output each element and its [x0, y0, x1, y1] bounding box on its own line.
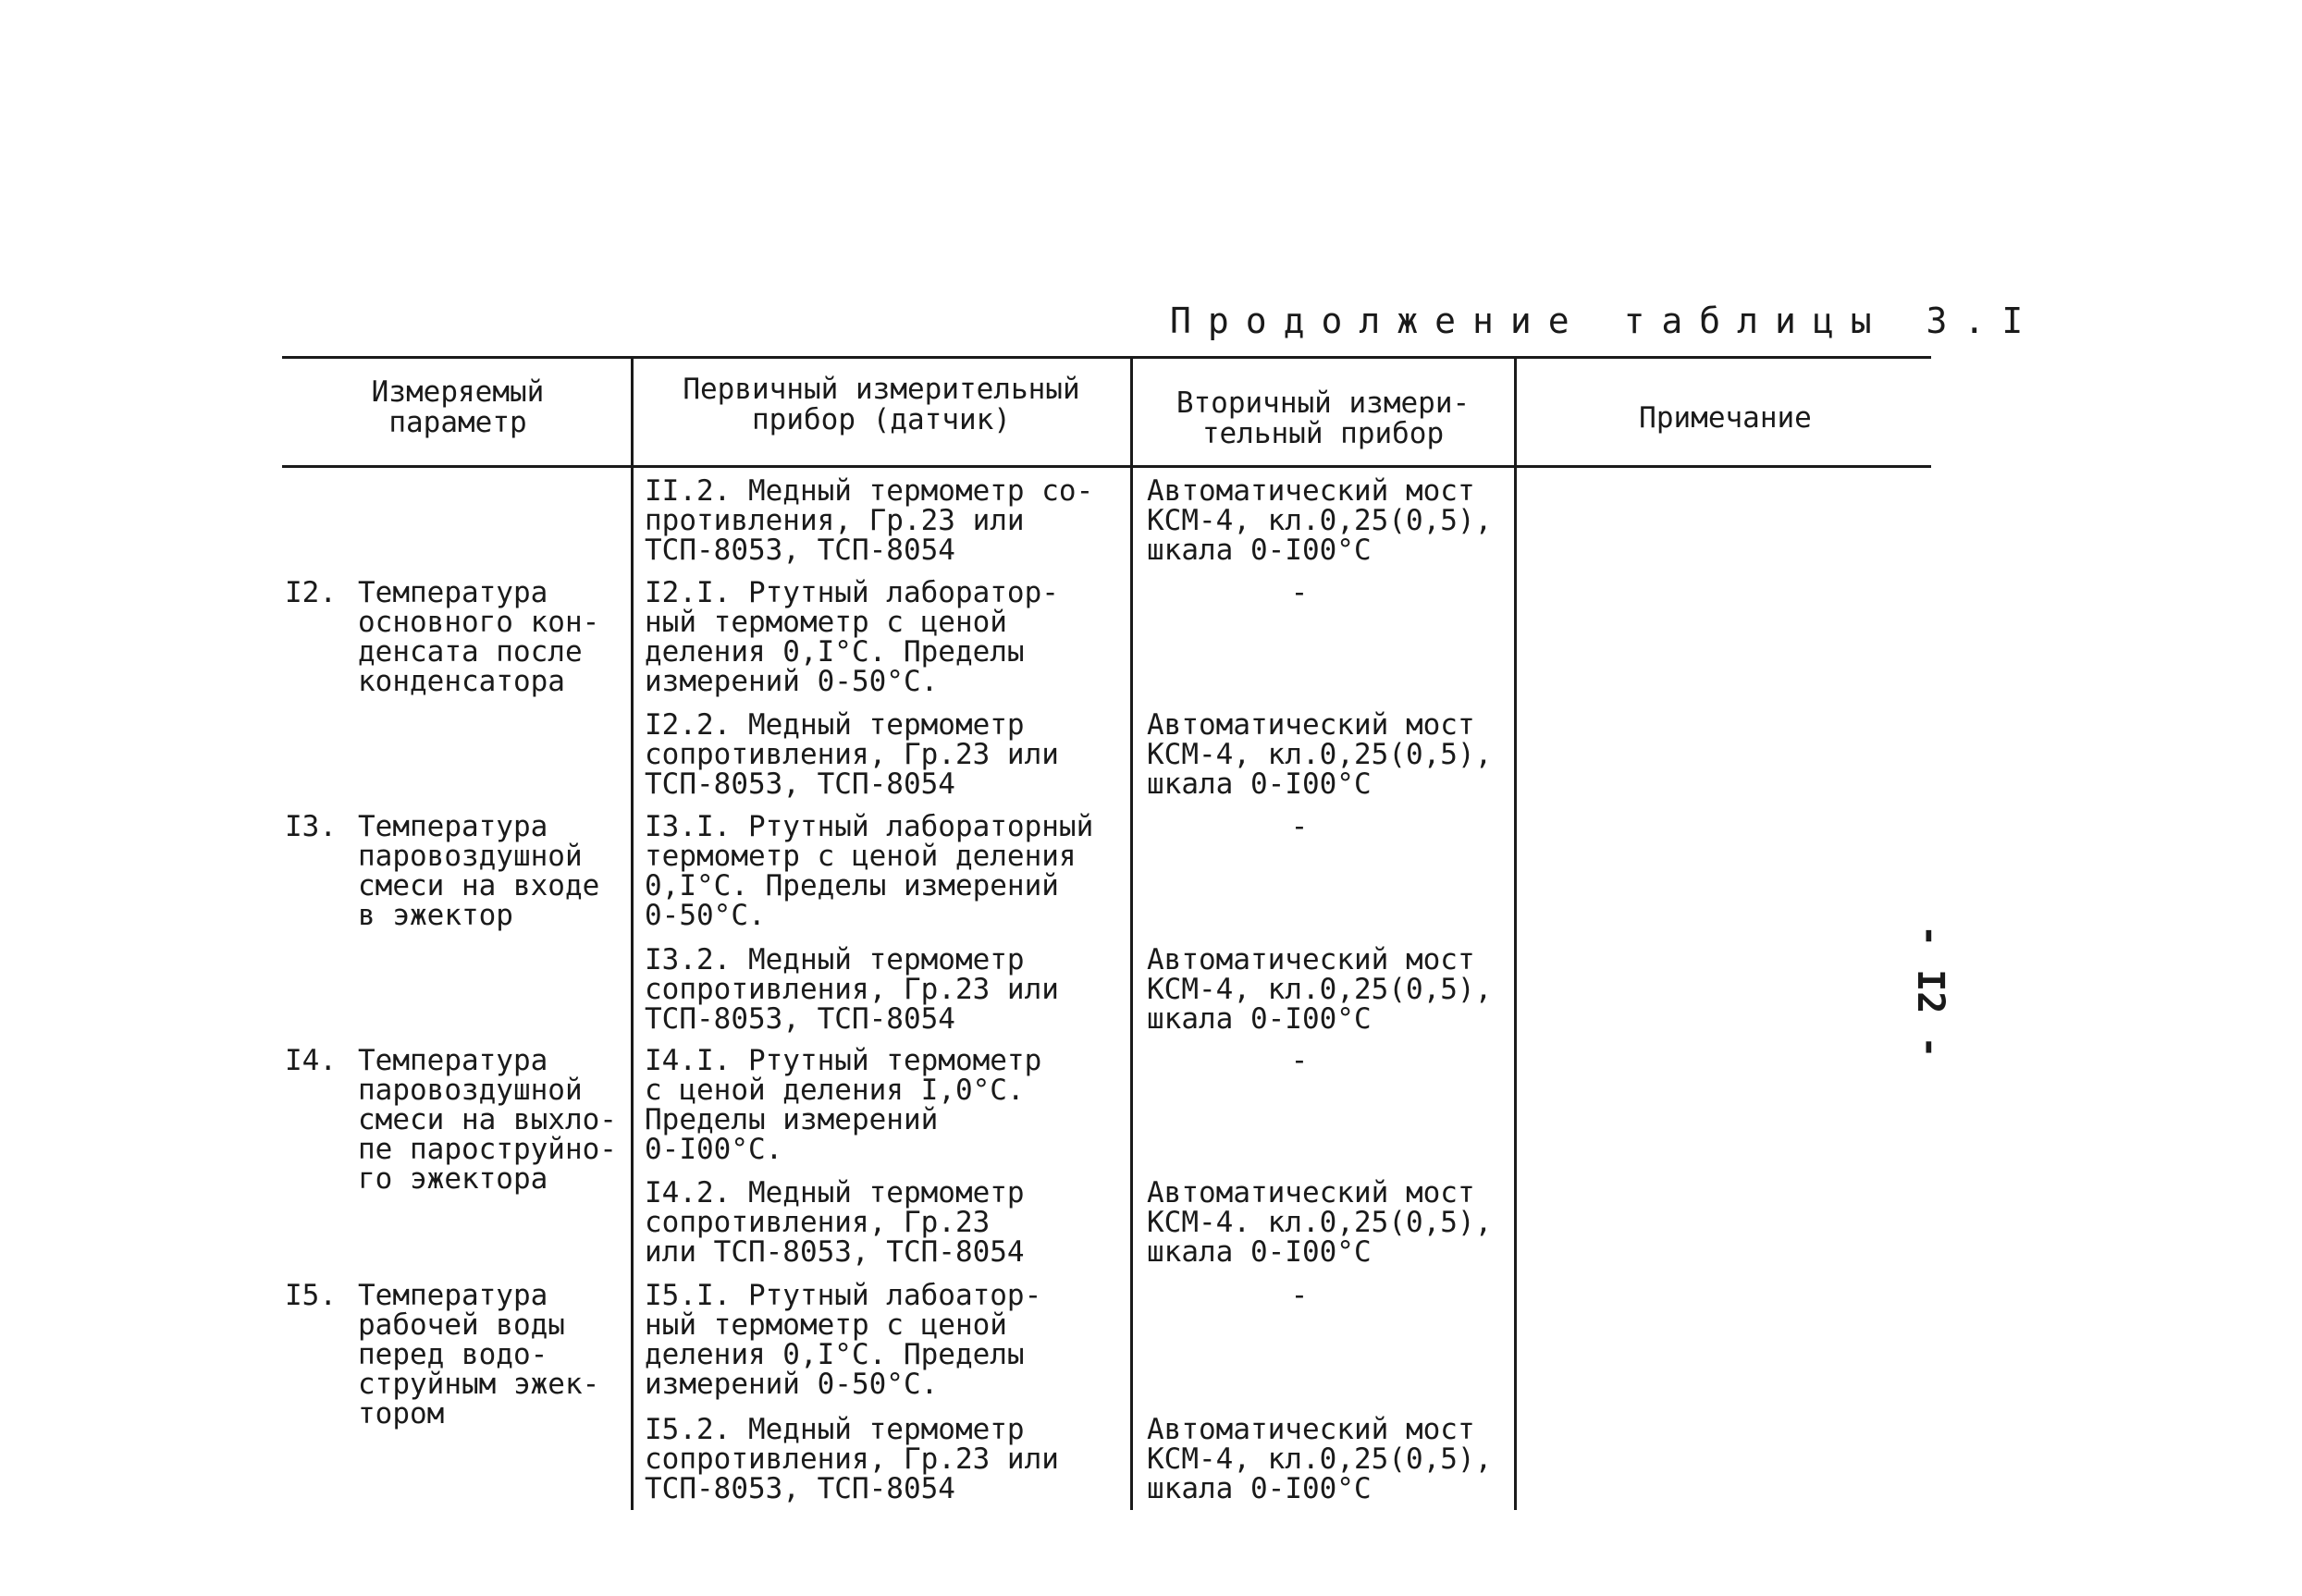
header-note: Примечание — [1639, 401, 1812, 435]
column-divider-3 — [1514, 356, 1517, 1510]
column-divider-1 — [631, 356, 634, 1510]
row-number: I3. — [285, 810, 337, 843]
param-cell: Температура паровоздушной смеси на выхло- пе пароструйно- го эжектора — [358, 1044, 617, 1196]
header-bottom-rule — [282, 465, 1931, 468]
secondary-cell: - — [1290, 810, 1309, 843]
header-param: Измеряемый параметр — [371, 375, 545, 439]
page-number: - I2 - — [1909, 925, 1951, 1059]
secondary-cell: Автоматический мост КСМ-4, кл.0,25(0,5), шкала 0-I00°С — [1147, 474, 1493, 567]
primary-cell: I3.I. Ртутный лабораторный термометр с ценой деления 0,I°С. Пределы измерений 0-50°С. — [645, 810, 1094, 932]
row-number: I5. — [285, 1279, 337, 1312]
primary-cell: I2.I. Ртутный лаборатор- ный термометр с ценой деления 0,I°С. Пределы измерений 0-50°С. — [645, 576, 1059, 698]
primary-cell: I5.2. Медный термометр сопротивления, Гр.23 или ТСП-8053, ТСП-8054 — [645, 1413, 1059, 1505]
primary-cell: I5.I. Ртутный лабоaтор- ный термометр с ценой деления 0,I°С. Пределы измерений 0-50°С. — [645, 1279, 1042, 1401]
primary-cell: I4.I. Ртутный термометр с ценой деления I,0°С. Пределы измерений 0-I00°С. — [645, 1044, 1042, 1166]
primary-cell: I2.2. Медный термометр сопротивления, Гр.23 или ТСП-8053, ТСП-8054 — [645, 708, 1059, 801]
primary-cell: I3.2. Медный термометр сопротивления, Гр.23 или ТСП-8053, ТСП-8054 — [645, 943, 1059, 1036]
primary-cell: I4.2. Медный термометр сопротивления, Гр.23 или ТСП-8053, ТСП-8054 — [645, 1176, 1025, 1269]
secondary-cell: Автоматический мост КСМ-4. кл.0,25(0,5), шкала 0-I00°С — [1147, 1176, 1493, 1269]
header-primary: Первичный измерительный прибор (датчик) — [683, 373, 1080, 436]
secondary-cell: Автоматический мост КСМ-4, кл.0,25(0,5), шкала 0-I00°С — [1147, 1413, 1493, 1505]
param-cell: Температура основного кон- денсата после конденсатора — [358, 576, 600, 698]
secondary-cell: - — [1290, 576, 1309, 609]
table-top-rule — [282, 356, 1931, 359]
secondary-cell: - — [1290, 1279, 1309, 1312]
param-cell: Температура рабочей воды перед водо- струйным эжек- тором — [358, 1279, 600, 1430]
column-divider-2 — [1130, 356, 1133, 1510]
secondary-cell: Автоматический мост КСМ-4, кл.0,25(0,5), шкала 0-I00°С — [1147, 708, 1493, 801]
secondary-cell: Автоматический мост КСМ-4, кл.0,25(0,5), шкала 0-I00°С — [1147, 943, 1493, 1036]
table-caption: Продолжение таблицы 3.I — [1170, 301, 2040, 341]
param-cell: Температура паровоздушной смеси на входе в эжектор — [358, 810, 600, 932]
primary-cell: II.2. Медный термометр со- противления, Гр.23 или ТСП-8053, ТСП-8054 — [645, 474, 1094, 567]
row-number: I2. — [285, 576, 337, 609]
header-secondary: Вторичный измери- тельный прибор — [1176, 387, 1471, 450]
secondary-cell: - — [1290, 1044, 1309, 1077]
row-number: I4. — [285, 1044, 337, 1077]
